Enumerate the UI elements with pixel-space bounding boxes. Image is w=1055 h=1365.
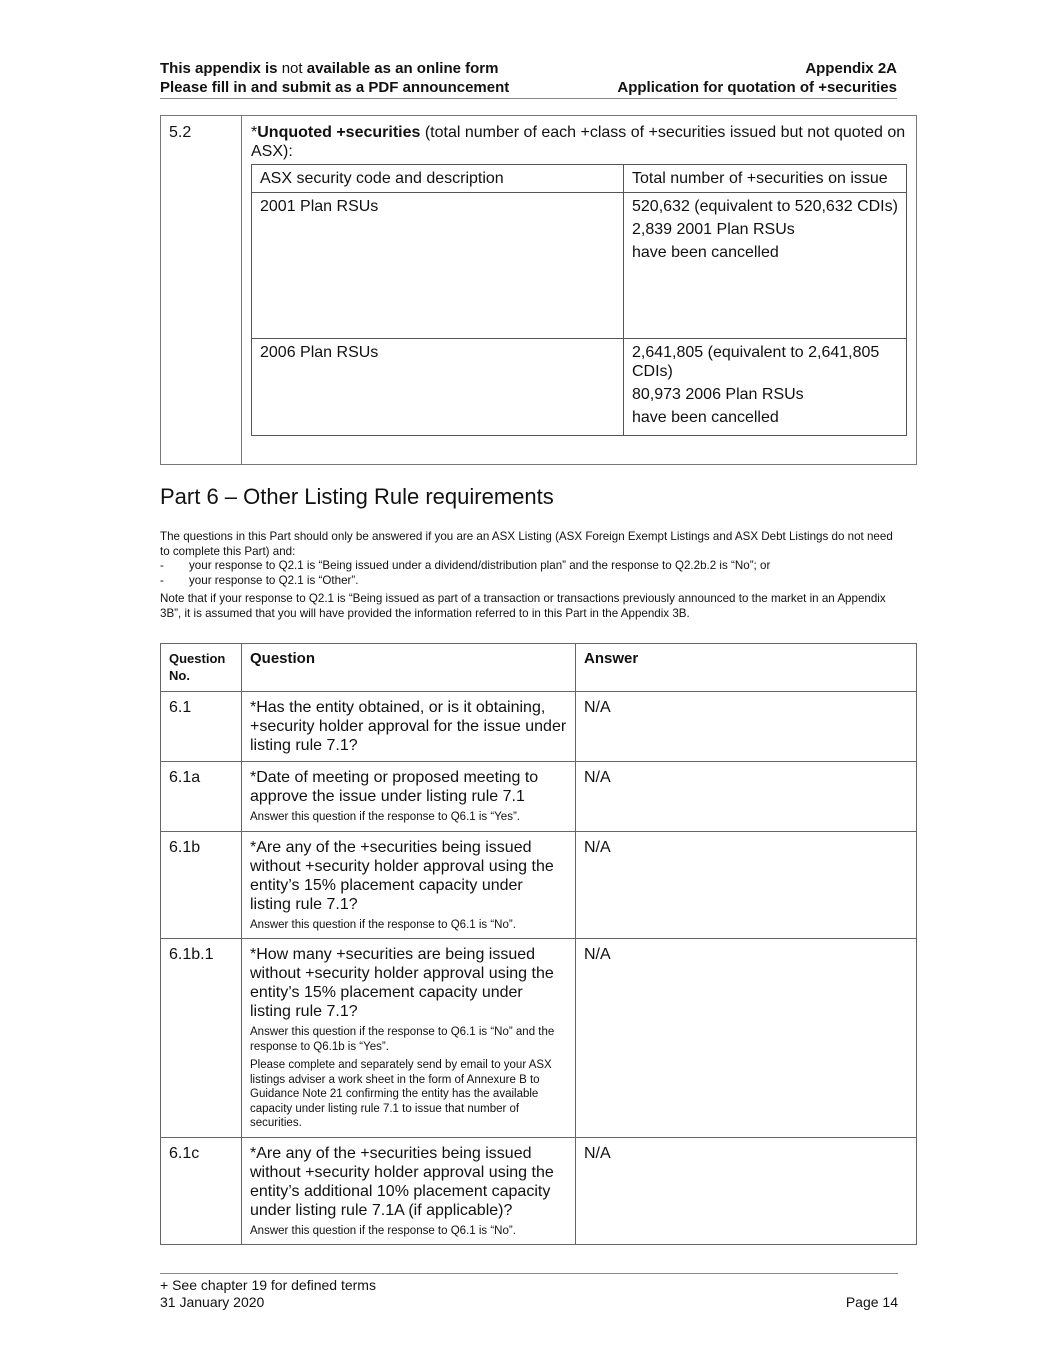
question-number: 6.1a — [161, 762, 242, 832]
header-online-form-notice: This appendix is not available as an online form — [160, 60, 499, 77]
question-number: 6.1 — [161, 692, 242, 762]
header-appendix-title: Application for quotation of +securities — [617, 79, 897, 96]
question-row-6-1c — [161, 1137, 917, 1245]
question-number: 6.1b.1 — [161, 939, 242, 1138]
question-note: Answer this question if the response to Q6.1 is “No”. — [250, 1224, 516, 1237]
table-header-row — [252, 165, 907, 193]
question-text: *How many +securities are being issued without +security holder approval using the entity’s 15% placement capacity under listing rule 7.1? Answer this question if the response to Q6.1 is “No” and the response to Q6.1b is “Yes”. Please complete and separately send by email to your ASX listings adviser a work sheet in the form of Annexure B to Guidance Note 21 confirming the entity has the available capacity under listing rule 7.1 to issue that number of securities. — [242, 939, 576, 1138]
header-appendix-label: Appendix 2A — [805, 60, 897, 77]
column-header-question: Question — [242, 644, 576, 692]
question-number: 6.1b — [161, 831, 242, 939]
question-text: *Has the entity obtained, or is it obtaining, +security holder approval for the issue under listing rule 7.1? — [242, 692, 576, 762]
answer-field[interactable]: N/A — [576, 692, 917, 762]
footer-page-number: Page 14 — [845, 1294, 898, 1310]
column-header: ASX security code and description — [252, 165, 624, 193]
security-description: 2006 Plan RSUs — [252, 339, 624, 436]
question-text: *Are any of the +securities being issued without +security holder approval using the entity’s additional 10% placement capacity under listing rule 7.1A (if applicable)? Answer this question if the response to Q6.1 is “No”. — [242, 1137, 576, 1245]
header-pdf-instruction: Please fill in and submit as a PDF announcement — [160, 79, 510, 96]
question-row-6-1b — [161, 831, 917, 939]
question-row-6-1a — [161, 762, 917, 832]
column-header-answer: Answer — [576, 644, 917, 692]
intro-bullet: - your response to Q2.1 is “Being issued under a dividend/distribution plan” and the response to Q2.2b.2 is “No”; or — [160, 559, 771, 572]
answer-field[interactable]: N/A — [576, 939, 917, 1138]
page-footer — [160, 1273, 898, 1311]
question-text: *Are any of the +securities being issued without +security holder approval using the entity’s 15% placement capacity under listing rule 7.1? Answer this question if the response to Q6.1 is “No”. — [242, 831, 576, 939]
page-header — [160, 59, 897, 99]
question-note: Answer this question if the response to Q6.1 is “No”. — [250, 918, 516, 931]
footer-defined-terms: + See chapter 19 for defined terms — [160, 1277, 376, 1293]
section-5-2-table — [160, 115, 917, 465]
intro-note: Note that if your response to Q2.1 is “Being issued as part of a transaction or transactions previously announced to the market in an Appendix 3B”, it is assumed that you will have provided the information referred to in this Part in the Appendix 3B. — [160, 592, 886, 620]
table-header-row — [161, 644, 917, 692]
table-row — [252, 339, 907, 436]
section-title: *Unquoted +securities (total number of each +class of +securities issued but not quoted on ASX): — [251, 124, 906, 160]
question-note: Please complete and separately send by email to your ASX listings adviser a work sheet in the form of Annexure B to Guidance Note 21 confirming the entity has the available capacity under listing rule 7.1 to issue that number of securities. — [250, 1059, 552, 1129]
intro-bullet: - your response to Q2.1 is “Other”. — [160, 573, 359, 587]
section-body — [242, 116, 917, 465]
column-header-number: Question No. — [161, 644, 242, 692]
security-total: 2,641,805 (equivalent to 2,641,805 CDIs) 80,973 2006 Plan RSUs have been cancelled — [624, 339, 907, 436]
question-note: Answer this question if the response to Q6.1 is “No” and the response to Q6.1b is “Yes”. — [250, 1026, 555, 1053]
footer-date: 31 January 2020 — [160, 1294, 265, 1310]
security-description: 2001 Plan RSUs — [252, 193, 624, 339]
part-6-intro — [160, 530, 900, 625]
unquoted-securities-table — [251, 164, 907, 436]
table-row — [252, 193, 907, 339]
answer-field[interactable]: N/A — [576, 762, 917, 832]
part-6-title: Part 6 – Other Listing Rule requirements — [160, 484, 554, 509]
question-note: Answer this question if the response to Q6.1 is “Yes”. — [250, 811, 520, 823]
security-total: 520,632 (equivalent to 520,632 CDIs) 2,839 2001 Plan RSUs have been cancelled — [624, 193, 907, 339]
question-row-6-1b-1 — [161, 939, 917, 1138]
answer-field[interactable]: N/A — [576, 831, 917, 939]
question-text: *Date of meeting or proposed meeting to approve the issue under listing rule 7.1 Answer this question if the response to Q6.1 is “Yes”. — [242, 762, 576, 832]
intro-text: The questions in this Part should only be answered if you are an ASX Listing (ASX Foreign Exempt Listings and ASX Debt Listings do not need to complete this Part) and: — [160, 530, 893, 558]
section-number: 5.2 — [161, 116, 242, 465]
column-header: Total number of +securities on issue — [624, 165, 907, 193]
question-row-6-1 — [161, 692, 917, 762]
question-number: 6.1c — [161, 1137, 242, 1245]
answer-field[interactable]: N/A — [576, 1137, 917, 1245]
part-6-questions-table — [160, 643, 917, 1245]
